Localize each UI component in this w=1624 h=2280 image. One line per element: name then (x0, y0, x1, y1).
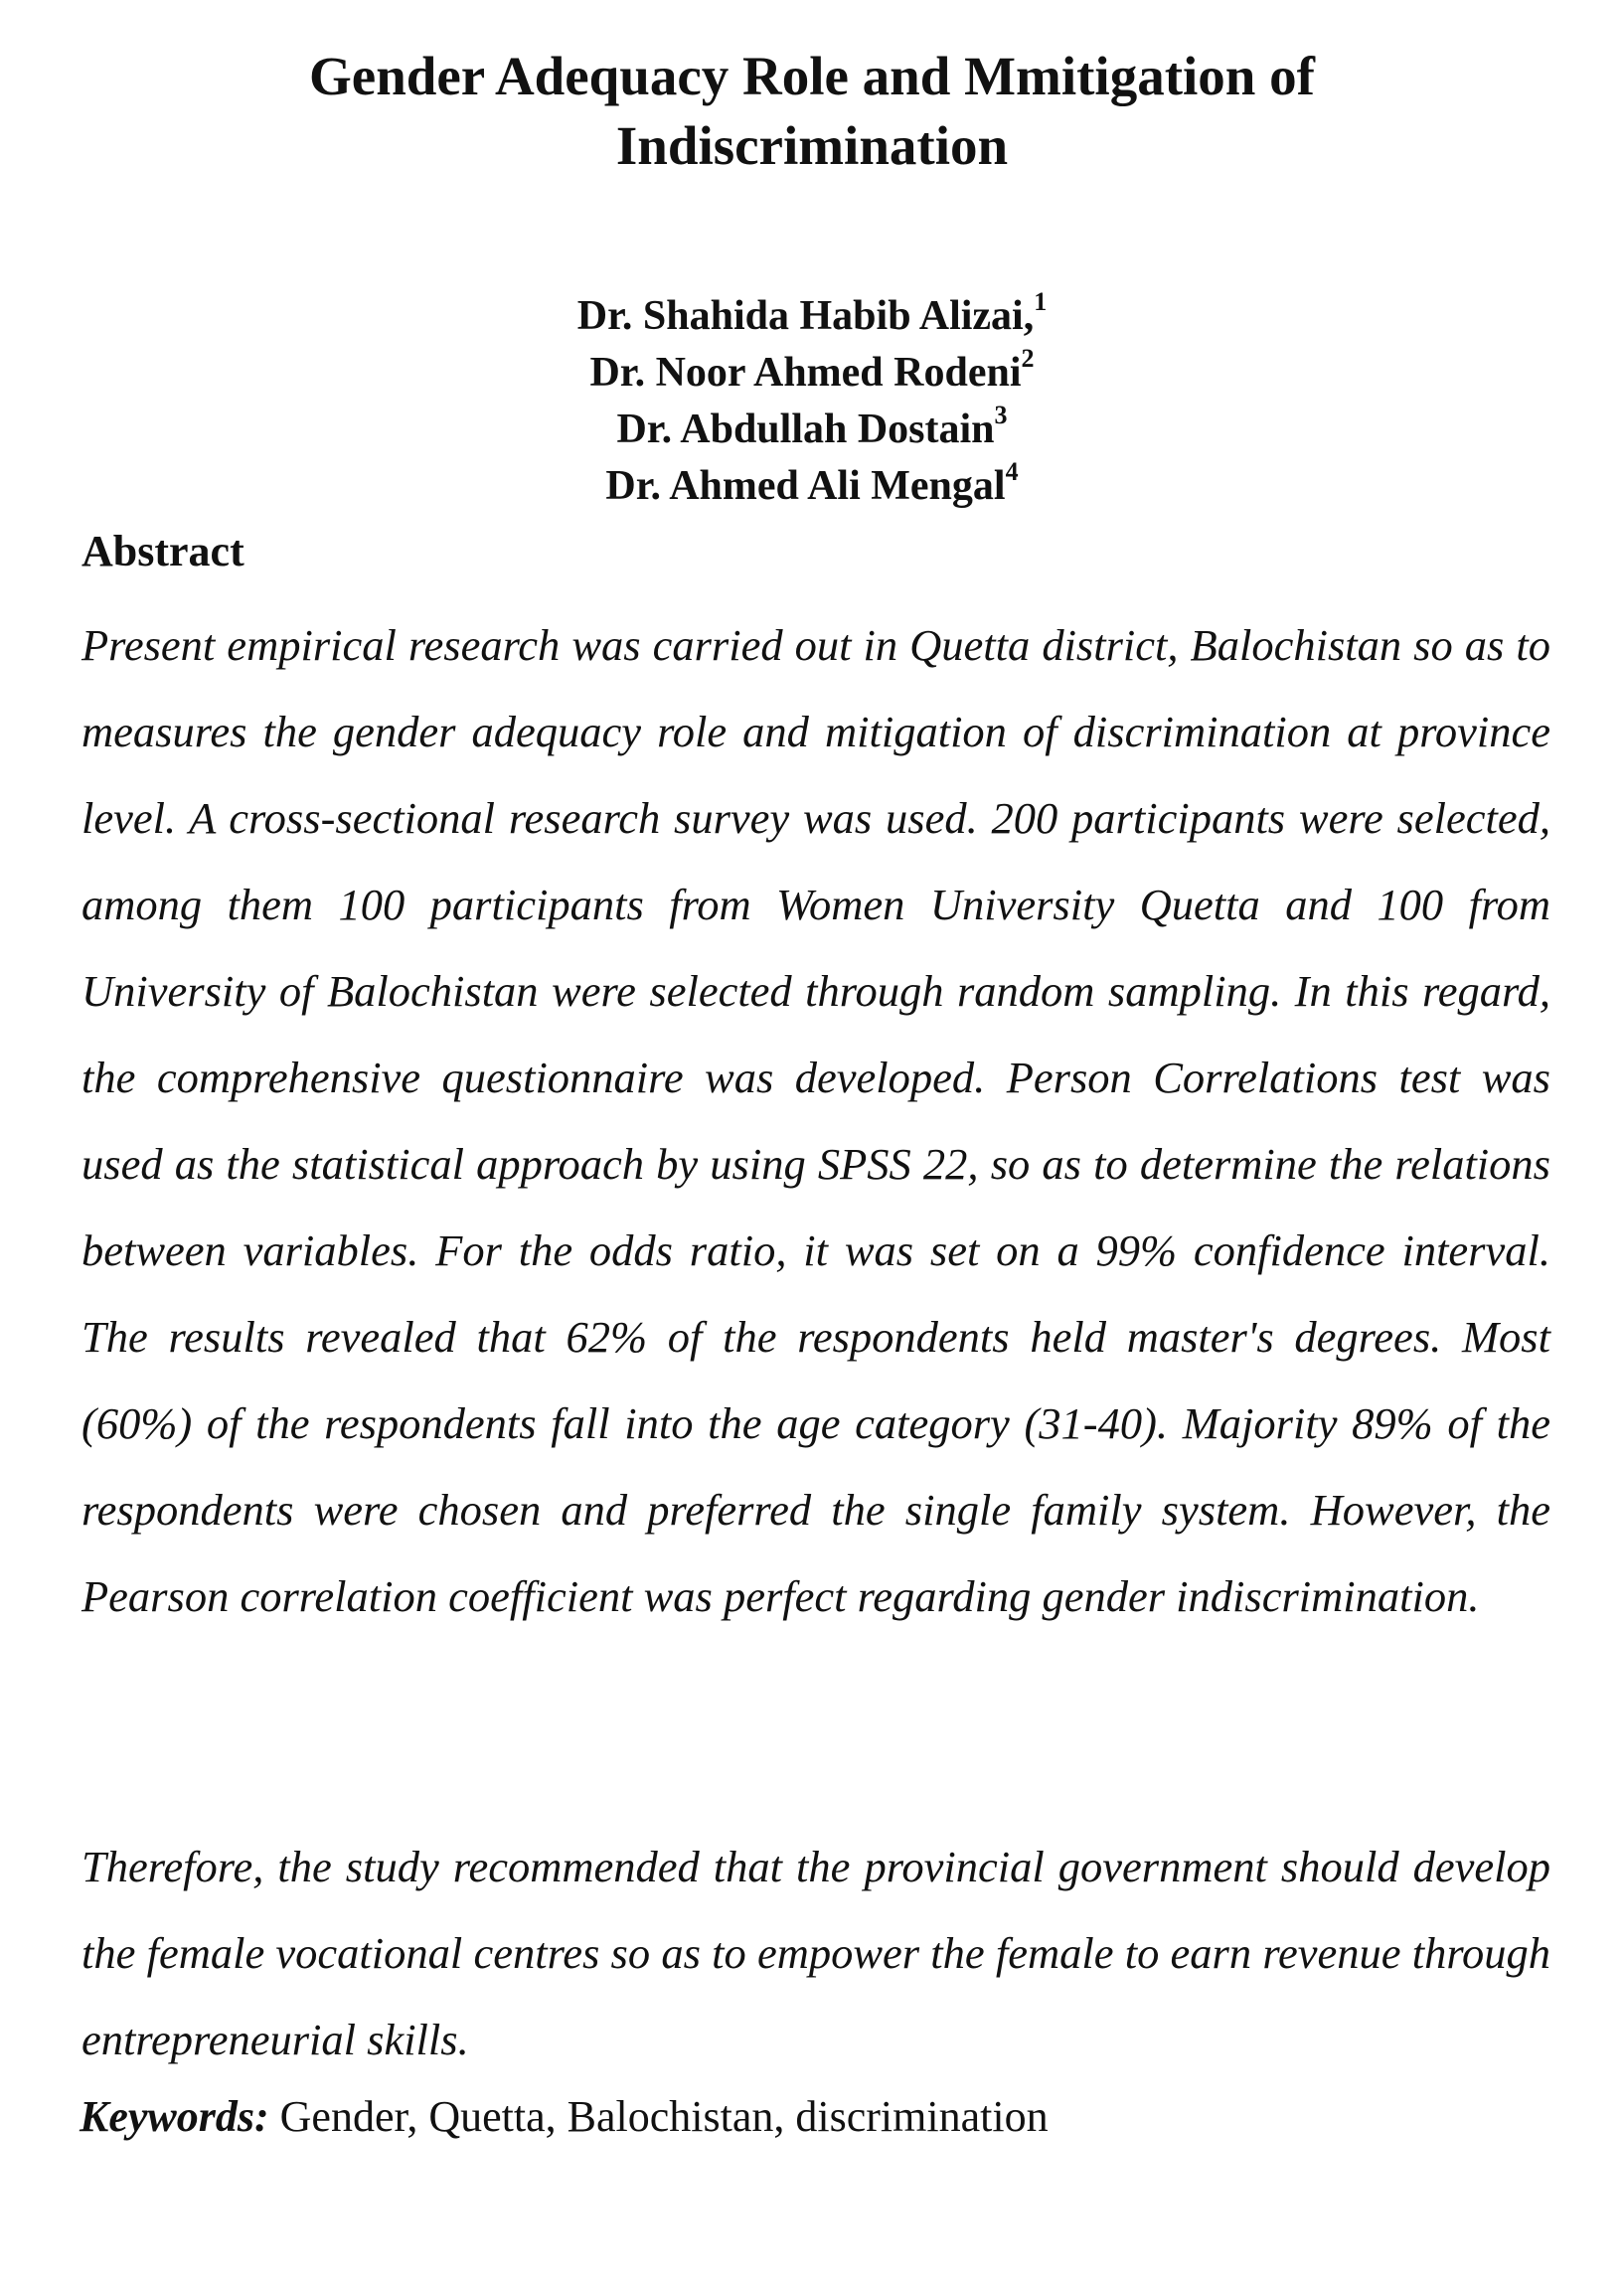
affiliation-mark: 2 (1021, 344, 1035, 373)
author-name: Dr. Abdullah Dostain (616, 407, 995, 452)
affiliation-mark: 1 (1034, 287, 1048, 316)
author-name: Dr. Noor Ahmed Rodeni (589, 350, 1022, 396)
author (0, 288, 1624, 345)
keywords-list: Gender, Quetta, Balochistan, discrimination (279, 2092, 1049, 2141)
author (0, 402, 1624, 458)
keywords-label: Keywords: (80, 2092, 269, 2141)
abstract-heading: Abstract (81, 527, 244, 575)
abstract-paragraph: Present empirical research was carried out in Quetta district, Balochistan so as to measures the gender adequacy role and mitigation of discrimination at province level. A cross-sectional research survey was used. 200 participants were selected, among them 100 participants from Women University Quetta and 100 from University of Balochistan were selected through random sampling. In this regard, the comprehensive questionnaire was developed. Person Correlations test was used as the statistical approach by using SPSS 22, so as to determine the relations between variables. For the odds ratio, it was set on a 99% confidence interval. The results revealed that 62% of the respondents held master's degrees. Most (60%) of the respondents fall into the age category (31-40). Majority 89% of the respondents were chosen and preferred the single family system. However, the Pearson correlation coefficient was perfect regarding gender indiscrimination. (81, 620, 1550, 1621)
author-name: Dr. Ahmed Ali Mengal (605, 463, 1006, 509)
title-line-2: Indiscrimination (615, 115, 1009, 176)
paper-title (0, 42, 1624, 181)
abstract-paragraph: Therefore, the study recommended that the provincial government should develop the female vocational centres so as to empower the female to earn revenue through entrepreneurial skills. (81, 1842, 1550, 2064)
author-list (0, 288, 1624, 515)
author-name: Dr. Shahida Habib Alizai, (576, 293, 1035, 339)
author (0, 458, 1624, 515)
title-line-1: Gender Adequacy Role and Mmitigation of (309, 46, 1315, 106)
affiliation-mark: 4 (1005, 457, 1019, 486)
affiliation-mark: 3 (994, 401, 1008, 429)
keywords-line (80, 2087, 1049, 2147)
author (0, 345, 1624, 402)
